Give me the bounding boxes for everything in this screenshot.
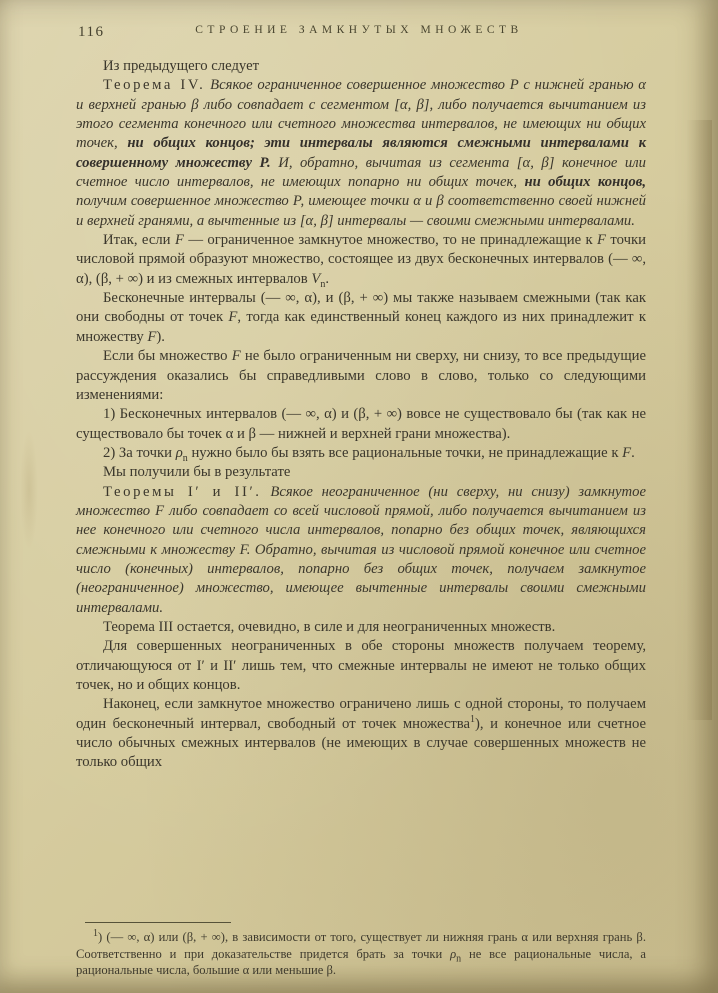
paragraph xyxy=(76,76,646,231)
text-segment: F xyxy=(597,232,607,249)
text-segment: Всякое ограниченное совершенное множество Р с нижней гранью α и верхней гранью β либо совпадает с сегментом [α, β], либо получается вычитанием из этого сегмента конечного или счетного множества интервалов, не имеющих ни общих точек, xyxy=(76,77,646,152)
page-header xyxy=(78,24,640,44)
paper-shadow-edge xyxy=(686,120,712,720)
text-segment: точки числовой прямой образуют множество, состоящее из двух бесконечных интервалов (— ∞, α), (β, + ∞) и из смежных интервалов xyxy=(76,232,646,287)
text-segment: Наконец, если замкнутое множество ограничено лишь с одной стороны, то получаем один бесконечный интервал, свободный от точек множества xyxy=(76,696,646,732)
text-segment: Из предыдущего следует xyxy=(103,58,260,74)
text-segment: ), и конечное или счетное число обычных смежных интервалов (не имеющих в случае совершенных множеств не только общих xyxy=(76,715,646,771)
footnote-text xyxy=(76,929,646,979)
page-number: 116 xyxy=(78,24,105,40)
text-segment: . xyxy=(325,270,330,287)
text-segment: V xyxy=(311,270,321,287)
text-segment: Итак, если xyxy=(103,232,175,249)
paragraph xyxy=(76,483,646,618)
text-segment: F xyxy=(174,232,184,249)
text-segment: . xyxy=(631,444,635,461)
text-segment: n xyxy=(182,452,188,464)
text-segment: Теоремы I′ и II′. xyxy=(103,483,262,500)
paragraph xyxy=(76,618,646,637)
text-segment: 1 xyxy=(470,713,476,725)
text-segment: ρ xyxy=(175,444,183,461)
text-segment: Бесконечные интервалы (— ∞, α), и (β, + ∞) мы также называем смежными (так как они свободны от точек xyxy=(76,290,646,326)
text-segment: Если бы множество xyxy=(103,348,232,365)
text-segment: ни общих концов, xyxy=(524,174,646,191)
paragraph xyxy=(76,347,646,405)
running-header: СТРОЕНИЕ ЗАМКНУТЫХ МНОЖЕСТВ xyxy=(195,24,523,36)
text-segment: Всякое неограниченное (ни сверху, ни снизу) замкнутое множество F либо совпадает со всей числовой прямой, либо получается вычитанием из нее конечного или счетного числа интервалов, попарно без общих точек, являющихся смежными к множеству F. Обратно, вычитая из числовой прямой конечное или счетное число (конечных) интервалов, попарно без общих точек, получаем замкнутое (неограниченное) множество, имеющее вычтенные интервалы своими смежными интервалами. xyxy=(76,483,646,616)
text-segment: не было ограниченным ни сверху, ни снизу, то все предыдущие рассуждения оказались бы справедливыми слово в слово, только со следующими изменениями: xyxy=(76,348,647,403)
text-block xyxy=(76,57,646,773)
text-segment: F xyxy=(622,444,632,461)
paragraph xyxy=(76,637,646,695)
paper-stain xyxy=(20,430,38,550)
footnote-rule xyxy=(85,922,231,923)
text-segment: эти интервалы являются смежными интервалами к совершенному множеству Р. xyxy=(76,135,647,171)
text-segment: не все рациональные числа, а рациональные числа, большие α или меньшие β. xyxy=(76,946,646,978)
text-segment: получим совершенное множество Р, имеющее точки α и β соответственно своей нижней и верхней гранями, а вычтенные из [α, β] интервалы — своими смежными интервалами. xyxy=(76,193,646,229)
text-segment: F xyxy=(228,309,238,326)
paragraph xyxy=(76,405,646,444)
text-segment: F xyxy=(231,348,241,365)
paragraph xyxy=(76,231,646,289)
text-segment: n xyxy=(456,953,462,965)
paragraph xyxy=(76,695,646,772)
text-segment: Мы получили бы в результате xyxy=(103,464,291,481)
text-segment: ни общих концов; xyxy=(127,135,255,152)
text-segment: ρ xyxy=(450,946,457,961)
text-segment: нужно было бы взять все рациональные точки, не принадлежащие к xyxy=(187,444,623,461)
text-segment: — ограниченное замкнутое множество, то не принадлежащие к xyxy=(183,232,598,249)
text-segment: Для совершенных неограниченных в обе стороны множеств получаем теорему, отличающуюся от I′ и II′ лишь тем, что смежные интервалы не имеют не только общих точек, но и общих концов. xyxy=(76,638,646,693)
text-segment: ). xyxy=(156,328,165,345)
text-segment: И, обратно, вычитая из сегмента [α, β] конечное или счетное число интервалов, не имеющих попарно ни общих точек, xyxy=(76,154,646,191)
text-segment: 1) Бесконечных интервалов (— ∞, α) и (β, + ∞) вовсе не существовало бы (так как не существовало бы точек α и β — нижней и верхней грани множества). xyxy=(76,406,646,442)
text-segment: n xyxy=(320,278,326,290)
text-segment: Теорема III остается, очевидно, в силе и для неограниченных множеств. xyxy=(103,618,556,635)
text-segment: , тогда как единственный конец каждого из них принадлежит к множеству xyxy=(76,309,646,345)
text-segment: Теорема IV. xyxy=(103,77,206,94)
text-segment: 2) За точки xyxy=(103,444,176,461)
paragraph xyxy=(76,444,646,463)
paragraph xyxy=(76,57,646,76)
paragraph xyxy=(76,463,646,482)
footnote xyxy=(76,922,646,979)
text-segment: ) (— ∞, α) или (β, + ∞), в зависимости от того, существует ли нижняя грань α или верхняя грань β. Соответственно и при доказательстве придется брать за точки xyxy=(76,930,646,961)
paragraph xyxy=(76,289,646,347)
text-segment: 1 xyxy=(93,928,98,940)
text-segment: F xyxy=(147,328,157,345)
